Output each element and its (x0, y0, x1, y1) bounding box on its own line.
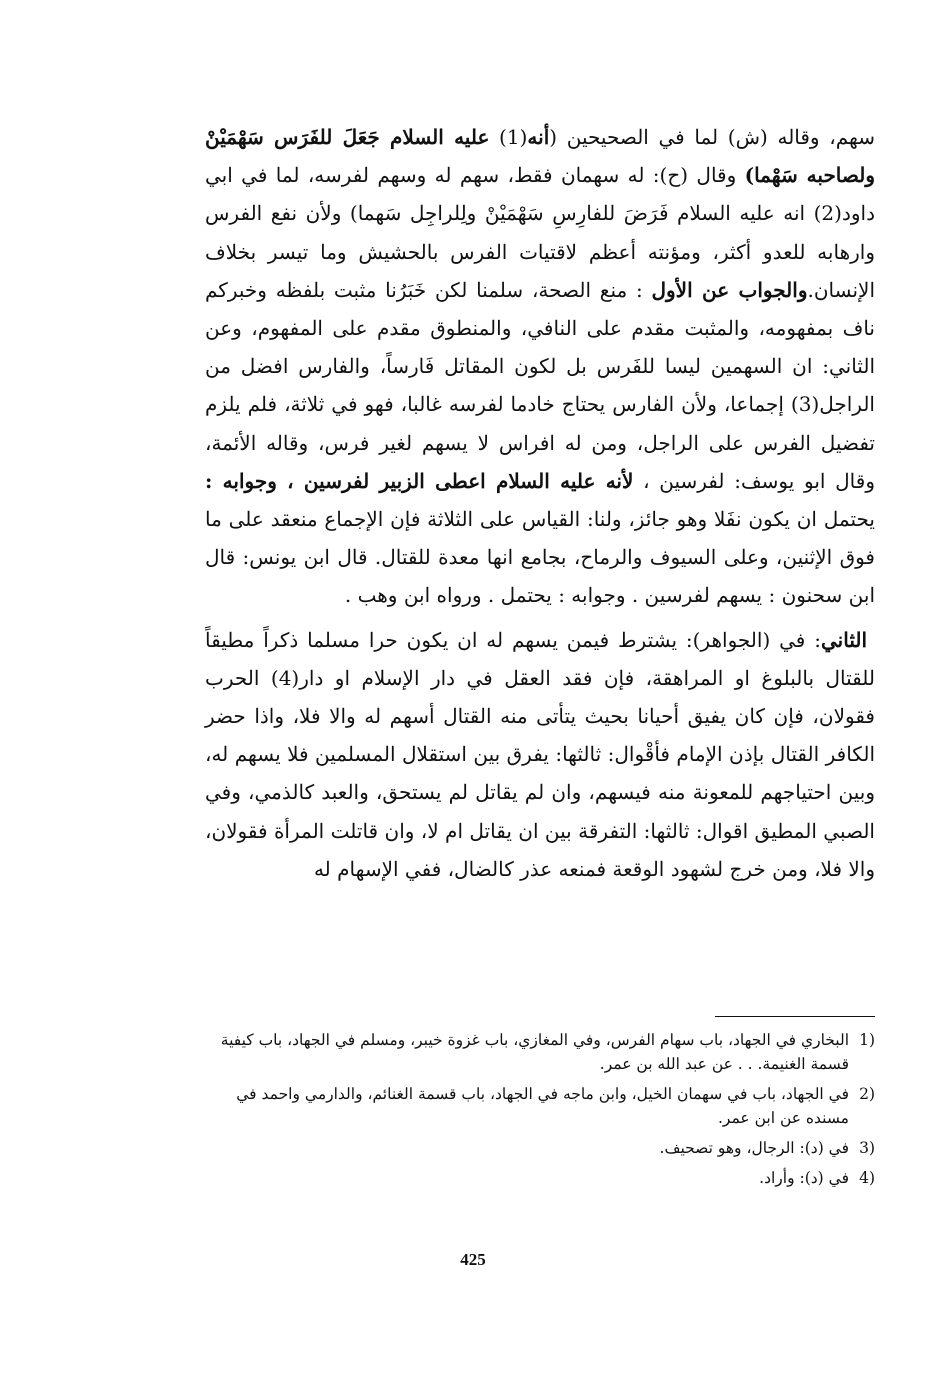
footnote-text: البخاري في الجهاد، باب سهام الفرس، وفي المغازي، باب غزوة خيبر، ومسلم في الجهاد، باب كيفية قسمة الغنيمة. . . عن عبد الله بن عمر. (220, 1031, 849, 1073)
footnote-separator (715, 1016, 875, 1017)
footnote-number: 4) (859, 1169, 875, 1187)
footnote (205, 1082, 875, 1130)
text-run: : منع الصحة، سلمنا لكن خَبَرُنا مثبت بلفظه وخبركم ناف بمفهومه، والمثبت مقدم على النافي، والمنطوق مقدم على المفهوم، وعن الثاني: ان السهمين ليسا للفَرس بل لكون المقاتل فَارساً، والفارس افضل من الراجل(3) إجماعا، ولأن الفارس يحتاج خادما لفرسه غالبا، فهو في ثلاثة، فلم يلزم تفضيل الفرس على الراجل، ومن له افراس لا يسهم لغير فرس، وقاله الأئمة، وقال ابو يوسف: لفرسين ، (205, 277, 875, 493)
text-run: يحتمل ان يكون نفَلا وهو جائز، ولنا: القياس على الثلاثة فإن الإجماع منعقد على ما فوق الإثنين، وعلى السيوف والرماح، بجامع انها معدة للقتال. قال ابن يونس: قال ابن سحنون : يسهم لفرسين . وجوابه : يحتمل . ورواه ابن وهب . (205, 507, 875, 608)
footnote-number: 2) (859, 1085, 875, 1103)
footnote-text: في الجهاد، باب في سهمان الخيل، وابن ماجه في الجهاد، باب قسمة الغنائم، والدارمي واحمد في مسنده عن ابن عمر. (236, 1085, 849, 1127)
main-text (205, 118, 875, 888)
text-run: سهم، وقاله (ش) لما في الصحيحين ( (549, 125, 875, 149)
paragraph-second (205, 621, 875, 888)
footnote (205, 1028, 875, 1076)
paragraph-first (205, 118, 875, 615)
footnote-number: 3) (859, 1139, 875, 1157)
text-run: وقال (ح): له سهمان فقط، سهم له وسهم لفرسه، لما في ابي داود(2) انه عليه السلام فَرَضَ للفارِسِ سَهْمَيْنْ ولِلراجِل سَهما) ولأن نفع الفرس وارهابه للعدو أكثر، ومؤنته أعظم لاقتيات الفرس بالحشيش وما تيسر بخلاف الإنسان. (205, 163, 876, 302)
bold-text-run: أنه (527, 125, 550, 149)
footnote-number: 1) (859, 1031, 875, 1049)
footnote-text: في (د): الرجال، وهو تصحيف. (659, 1139, 849, 1157)
bold-text-run: الثاني (820, 627, 867, 652)
text-run: (1) (489, 125, 528, 149)
bold-text-run: عليه السلام جَعَلَ للفَرَس سَهْمَيْنْ ولصاحبه سَهْما) (205, 125, 875, 188)
footnote (205, 1136, 875, 1160)
bold-text-run: والجواب عن الأول (651, 277, 808, 302)
footnote-text: في (د): وأراد. (759, 1169, 849, 1187)
text-run: : في (الجواهر): يشترط فيمن يسهم له ان يكون حرا مسلما ذكراً مطيقاً للقتال بالبلوغ او المراهقة، فإن فقد العقل في دار الإسلام او دار(4) الحرب فقولان، فإن كان يفيق أحيانا بحيث يتأتى منه القتال أسهم له والا فلا، واذا حضر الكافر القتال بإذن الإمام فأقْوال: ثالثها: يفرق بين استقلال المسلمين فلا يسهم له، وبين احتياجهم للمعونة منه فيسهم، وان لم يقاتل لم يستحق، والعبد كالذمي، وفي الصبي المطيق اقوال: ثالثها: التفرقة بين ان يقاتل ام لا، وان قاتلت المرأة فقولان، والا فلا، ومن خرج لشهود الوقعة فمنعه عذر كالضال، ففي الإسهام له (205, 627, 875, 881)
footnote (205, 1166, 875, 1190)
page-number: 425 (460, 1250, 486, 1269)
bold-text-run: لأنه عليه السلام اعطى الزبير لفرسين ، وجوابه : (205, 468, 634, 493)
footnotes (205, 1028, 875, 1196)
